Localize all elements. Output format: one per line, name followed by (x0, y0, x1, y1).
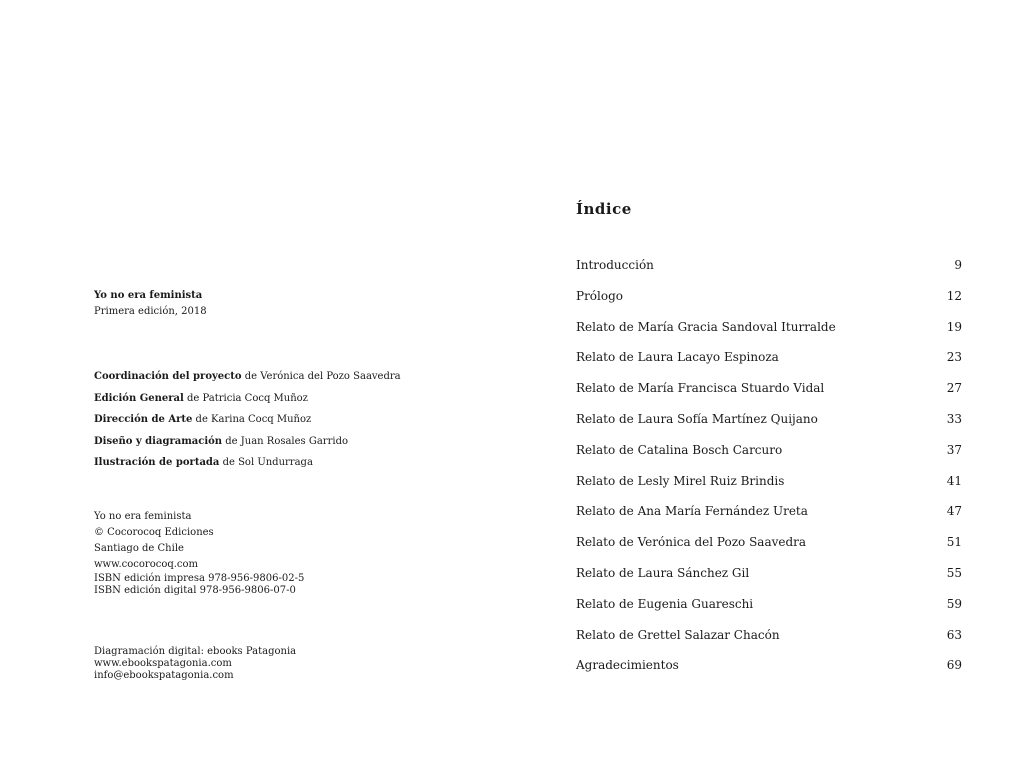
edition-info (94, 288, 207, 320)
toc-title: Relato de María Gracia Sandoval Iturralde (576, 319, 836, 334)
toc-page-number: 27 (946, 381, 962, 396)
digital-web: www.ebookspatagonia.com (94, 658, 232, 669)
toc-entry (576, 626, 962, 657)
credit-line (94, 369, 401, 391)
toc-entry (576, 256, 962, 287)
credit-person: de Karina Cocq Muñoz (192, 414, 312, 425)
credit-role: Coordinación del proyecto (94, 371, 242, 382)
toc-entry (576, 502, 962, 533)
digital-layout-credit: Diagramación digital: ebooks Patagonia (94, 646, 297, 657)
toc-title: Relato de Eugenia Guareschi (576, 596, 754, 611)
toc-title: Prólogo (576, 288, 624, 303)
toc-page-number: 69 (946, 658, 962, 673)
credit-line (94, 412, 401, 434)
digital-credits (94, 646, 296, 682)
toc-title: Relato de Laura Sánchez Gil (576, 565, 750, 580)
credit-line (94, 434, 401, 456)
toc-entry (576, 564, 962, 595)
index-list (576, 256, 962, 687)
toc-page-number: 23 (946, 350, 962, 365)
toc-title: Relato de Grettel Salazar Chacón (576, 627, 780, 642)
toc-entry (576, 410, 962, 441)
toc-page-number: 59 (946, 596, 962, 611)
credit-role: Ilustración de portada (94, 457, 220, 468)
credit-person: de Juan Rosales Garrido (222, 435, 348, 447)
toc-entry (576, 441, 962, 472)
toc-entry (576, 656, 962, 687)
colophon-title: Yo no era feminista (94, 511, 192, 522)
toc-entry (576, 287, 962, 318)
toc-page-number: 33 (946, 411, 962, 426)
credit-line (94, 391, 401, 413)
toc-title: Introducción (576, 258, 654, 272)
credit-role: Diseño y diagramación (94, 435, 223, 447)
credit-person: de Verónica del Pozo Saavedra (241, 371, 401, 382)
toc-entry (576, 348, 962, 379)
credits-list (94, 369, 401, 477)
toc-entry (576, 595, 962, 626)
credit-line (94, 455, 401, 477)
toc-page-number: 37 (946, 442, 962, 457)
toc-page-number: 47 (946, 504, 962, 519)
colophon (94, 509, 304, 597)
toc-page-number: 19 (946, 319, 962, 334)
credit-person: de Patricia Cocq Muñoz (183, 392, 308, 404)
toc-title: Relato de Verónica del Pozo Saavedra (576, 535, 807, 550)
toc-title: Relato de María Francisca Stuardo Vidal (576, 381, 825, 396)
index-page (512, 0, 1024, 768)
colophon-web: www.cocorocoq.com (94, 559, 199, 570)
book-title: Yo no era feminista (94, 290, 203, 301)
toc-page-number: 51 (946, 535, 962, 550)
toc-page-number: 9 (954, 258, 962, 272)
toc-page-number: 55 (946, 565, 962, 580)
toc-entry (576, 379, 962, 410)
credit-person: de Sol Undurraga (219, 457, 313, 468)
toc-title: Relato de Laura Lacayo Espinoza (576, 350, 779, 365)
colophon-copyright: © Cocorocoq Ediciones (94, 527, 214, 538)
toc-title: Relato de Lesly Mirel Ruiz Brindis (576, 473, 785, 488)
colophon-place: Santiago de Chile (94, 543, 184, 554)
digital-email: info@ebookspatagonia.com (94, 670, 234, 681)
toc-page-number: 63 (946, 627, 962, 642)
toc-page-number: 41 (946, 473, 962, 488)
isbn-print: ISBN edición impresa 978-956-9806-02-5 (94, 573, 305, 584)
toc-entry (576, 318, 962, 349)
toc-title: Relato de Catalina Bosch Carcuro (576, 442, 783, 457)
credit-role: Edición General (94, 392, 184, 404)
toc-entry (576, 472, 962, 503)
isbn-digital: ISBN edición digital 978-956-9806-07-0 (94, 585, 296, 596)
toc-title: Agradecimientos (576, 658, 679, 673)
index-heading: Índice (576, 200, 632, 218)
toc-entry (576, 533, 962, 564)
toc-title: Relato de Laura Sofía Martínez Quijano (576, 411, 818, 426)
credit-role: Dirección de Arte (94, 414, 193, 425)
edition-line: Primera edición, 2018 (94, 306, 207, 317)
toc-page-number: 12 (946, 288, 962, 303)
toc-title: Relato de Ana María Fernández Ureta (576, 504, 808, 519)
